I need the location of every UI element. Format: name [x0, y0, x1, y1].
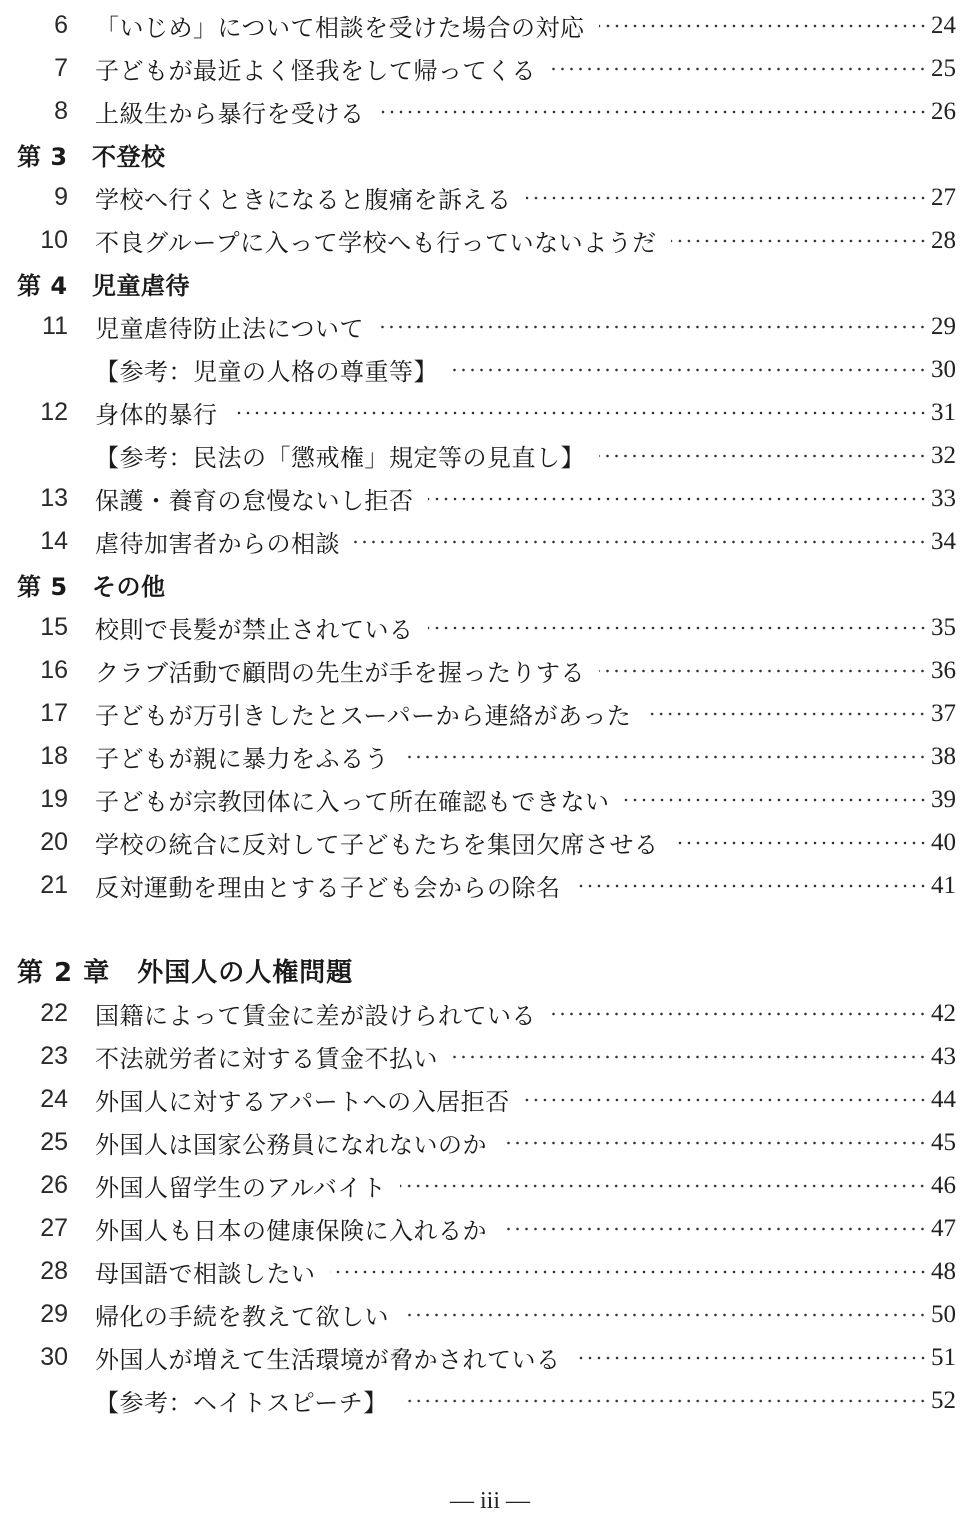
toc-entry	[0, 1336, 980, 1379]
entry-number: 9	[54, 183, 68, 211]
toc-entry	[0, 992, 980, 1035]
toc-entry	[0, 606, 980, 649]
dot-leader	[232, 411, 928, 415]
dot-leader	[403, 755, 927, 759]
entry-line	[95, 868, 956, 903]
entry-page-number: 27	[931, 183, 956, 211]
entry-line	[95, 1039, 956, 1074]
entry-title: 外国人に対するアパートへの入居拒否	[95, 1088, 510, 1116]
entry-line	[95, 223, 956, 258]
section-heading	[0, 262, 980, 305]
entry-title: 校則で長髪が禁止されている	[95, 616, 414, 644]
entry-line	[95, 51, 956, 86]
entry-title: 外国人が増えて生活環境が脅かされている	[95, 1346, 561, 1374]
entry-number: 12	[40, 398, 68, 426]
dot-leader	[400, 1184, 927, 1188]
entry-page-number: 42	[931, 999, 956, 1027]
dot-leader	[452, 368, 927, 372]
entry-number: 18	[40, 742, 68, 770]
dot-leader	[645, 712, 927, 716]
entry-page-number: 44	[931, 1085, 956, 1113]
entry-page-number: 39	[931, 785, 956, 813]
entry-line	[95, 1211, 956, 1246]
dot-leader	[673, 841, 928, 845]
toc-entry	[0, 4, 980, 47]
section-heading	[0, 133, 980, 176]
entry-page-number: 34	[931, 527, 956, 555]
entry-page-number: 43	[931, 1042, 956, 1070]
entry-line	[95, 1297, 956, 1332]
toc-entry	[0, 219, 980, 262]
entry-title: 外国人も日本の健康保険に入れるか	[95, 1217, 487, 1245]
entry-title: 子どもが親に暴力をふるう	[95, 745, 389, 773]
entry-page-number: 46	[931, 1171, 956, 1199]
toc-entry	[0, 692, 980, 735]
entry-number: 15	[40, 613, 68, 641]
entry-page-number: 40	[931, 828, 956, 856]
entry-title: 帰化の手続を教えて欲しい	[95, 1303, 389, 1331]
dot-leader	[524, 1098, 927, 1102]
entry-page-number: 51	[931, 1343, 956, 1371]
entry-title: 母国語で相談したい	[95, 1260, 316, 1288]
entry-number: 23	[40, 1042, 68, 1070]
entry-title: 外国人は国家公務員になれないのか	[95, 1131, 487, 1159]
dot-leader	[452, 1055, 927, 1059]
entry-page-number: 45	[931, 1128, 956, 1156]
entry-page-number: 41	[931, 871, 956, 899]
entry-title: 【参考：ヘイトスピーチ】	[95, 1389, 388, 1417]
entry-page-number: 28	[931, 226, 956, 254]
entry-number: 28	[40, 1257, 68, 1285]
chapter-heading	[0, 949, 980, 992]
entry-title: 虐待加害者からの相談	[95, 530, 340, 558]
dot-leader	[379, 110, 928, 114]
entry-number: 7	[54, 54, 68, 82]
toc-entry	[0, 1035, 980, 1078]
entry-line	[95, 1082, 956, 1117]
entry-title: 【参考：民法の「懲戒権」規定等の見直し】	[95, 444, 585, 472]
toc-entry	[0, 477, 980, 520]
dot-leader	[428, 626, 928, 630]
dot-leader	[550, 67, 927, 71]
entry-page-number: 52	[931, 1386, 956, 1414]
entry-line	[95, 1168, 956, 1203]
toc-entry	[0, 47, 980, 90]
entry-line	[95, 653, 956, 688]
entry-page-number: 29	[931, 312, 956, 340]
entry-page-number: 26	[931, 97, 956, 125]
dot-leader	[354, 540, 927, 544]
entry-line	[95, 1125, 956, 1160]
entry-line	[95, 739, 956, 774]
entry-page-number: 32	[931, 441, 956, 469]
entry-number: 20	[40, 828, 68, 856]
section-heading	[0, 563, 980, 606]
entry-title: 子どもが宗教団体に入って所在確認もできない	[95, 788, 610, 816]
entry-number: 19	[40, 785, 68, 813]
dot-leader	[501, 1141, 927, 1145]
table-of-contents	[0, 4, 980, 1422]
entry-number: 30	[40, 1343, 68, 1371]
entry-title: 身体的暴行	[95, 401, 218, 429]
toc-entry	[0, 1078, 980, 1121]
entry-number: 8	[54, 97, 68, 125]
dot-leader	[599, 669, 927, 673]
entry-title: 【参考：児童の人格の尊重等】	[95, 358, 438, 386]
entry-number: 29	[40, 1300, 68, 1328]
entry-number: 17	[40, 699, 68, 727]
entry-line	[95, 481, 956, 516]
entry-page-number: 35	[931, 613, 956, 641]
entry-title: 反対運動を理由とする子ども会からの除名	[95, 874, 561, 902]
toc-entry	[0, 90, 980, 133]
entry-line	[95, 1254, 956, 1289]
entry-number: 24	[40, 1085, 68, 1113]
entry-line	[95, 395, 956, 430]
entry-line	[95, 438, 956, 473]
entry-line	[95, 1340, 956, 1375]
chapter-title: 第 2 章 外国人の人権問題	[17, 958, 354, 988]
toc-entry	[0, 176, 980, 219]
entry-line	[95, 696, 956, 731]
entry-line	[95, 309, 956, 344]
toc-entry	[0, 520, 980, 563]
entry-page-number: 50	[931, 1300, 956, 1328]
dot-leader	[526, 196, 928, 200]
toc-entry	[0, 864, 980, 907]
entry-title: 保護・養育の怠慢ないし拒否	[95, 487, 414, 515]
entry-page-number: 33	[931, 484, 956, 512]
dot-leader	[575, 884, 928, 888]
entry-line	[95, 352, 956, 387]
entry-title: クラブ活動で顧問の先生が手を握ったりする	[95, 659, 585, 687]
entry-number: 13	[40, 484, 68, 512]
entry-title: 学校の統合に反対して子どもたちを集団欠席させる	[95, 831, 659, 859]
entry-number: 10	[40, 226, 68, 254]
entry-title: 子どもが万引きしたとスーパーから連絡があった	[95, 702, 632, 730]
page-number-footer: — iii —	[449, 1488, 530, 1514]
section-title: 第 4 児童虐待	[17, 272, 191, 300]
dot-leader	[575, 1356, 928, 1360]
toc-entry	[0, 1250, 980, 1293]
dot-leader	[402, 1399, 927, 1403]
entry-title: 児童虐待防止法について	[95, 315, 365, 343]
dot-leader	[624, 798, 928, 802]
entry-line	[95, 1383, 956, 1418]
entry-title: 子どもが最近よく怪我をして帰ってくる	[95, 57, 536, 85]
entry-title: 国籍によって賃金に差が設けられている	[95, 1002, 536, 1030]
toc-reference-entry	[0, 1379, 980, 1422]
dot-leader	[330, 1270, 928, 1274]
entry-page-number: 31	[931, 398, 956, 426]
toc-entry	[0, 1164, 980, 1207]
toc-entry	[0, 1121, 980, 1164]
toc-entry	[0, 735, 980, 778]
entry-page-number: 38	[931, 742, 956, 770]
dot-leader	[428, 497, 928, 501]
section-title: 第 5 その他	[17, 573, 166, 601]
dot-leader	[599, 454, 927, 458]
entry-title: 上級生から暴行を受ける	[95, 100, 365, 128]
toc-reference-entry	[0, 348, 980, 391]
entry-line	[95, 782, 956, 817]
entry-number: 14	[40, 527, 68, 555]
entry-line	[95, 180, 956, 215]
entry-number: 11	[42, 312, 68, 340]
entry-line	[95, 8, 956, 43]
dot-leader	[671, 239, 927, 243]
entry-number: 6	[54, 11, 68, 39]
toc-entry	[0, 305, 980, 348]
toc-entry	[0, 391, 980, 434]
entry-title: 学校へ行くときになると腹痛を訴える	[95, 186, 512, 214]
toc-entry	[0, 821, 980, 864]
entry-line	[95, 996, 956, 1031]
toc-entry	[0, 778, 980, 821]
entry-line	[95, 825, 956, 860]
entry-title: 不良グループに入って学校へも行っていないようだ	[95, 229, 657, 257]
entry-page-number: 25	[931, 54, 956, 82]
entry-page-number: 24	[931, 11, 956, 39]
entry-number: 27	[40, 1214, 68, 1242]
entry-line	[95, 94, 956, 129]
entry-title: 不法就労者に対する賃金不払い	[95, 1045, 438, 1073]
entry-page-number: 48	[931, 1257, 956, 1285]
entry-title: 外国人留学生のアルバイト	[95, 1174, 387, 1202]
entry-number: 21	[40, 871, 68, 899]
entry-page-number: 30	[931, 355, 956, 383]
dot-leader	[501, 1227, 927, 1231]
entry-page-number: 36	[931, 656, 956, 684]
entry-title: 「いじめ」について相談を受けた場合の対応	[95, 14, 585, 42]
entry-line	[95, 610, 956, 645]
toc-reference-entry	[0, 434, 980, 477]
toc-entry	[0, 1207, 980, 1250]
entry-number: 26	[40, 1171, 68, 1199]
toc-entry	[0, 649, 980, 692]
toc-entry	[0, 1293, 980, 1336]
entry-number: 22	[40, 999, 68, 1027]
dot-leader	[378, 325, 927, 329]
entry-number: 16	[40, 656, 68, 684]
entry-page-number: 37	[931, 699, 956, 727]
dot-leader	[403, 1313, 927, 1317]
section-title: 第 3 不登校	[17, 143, 166, 171]
entry-number: 25	[40, 1128, 68, 1156]
dot-leader	[550, 1012, 927, 1016]
entry-page-number: 47	[931, 1214, 956, 1242]
entry-line	[95, 524, 956, 559]
dot-leader	[599, 24, 927, 28]
